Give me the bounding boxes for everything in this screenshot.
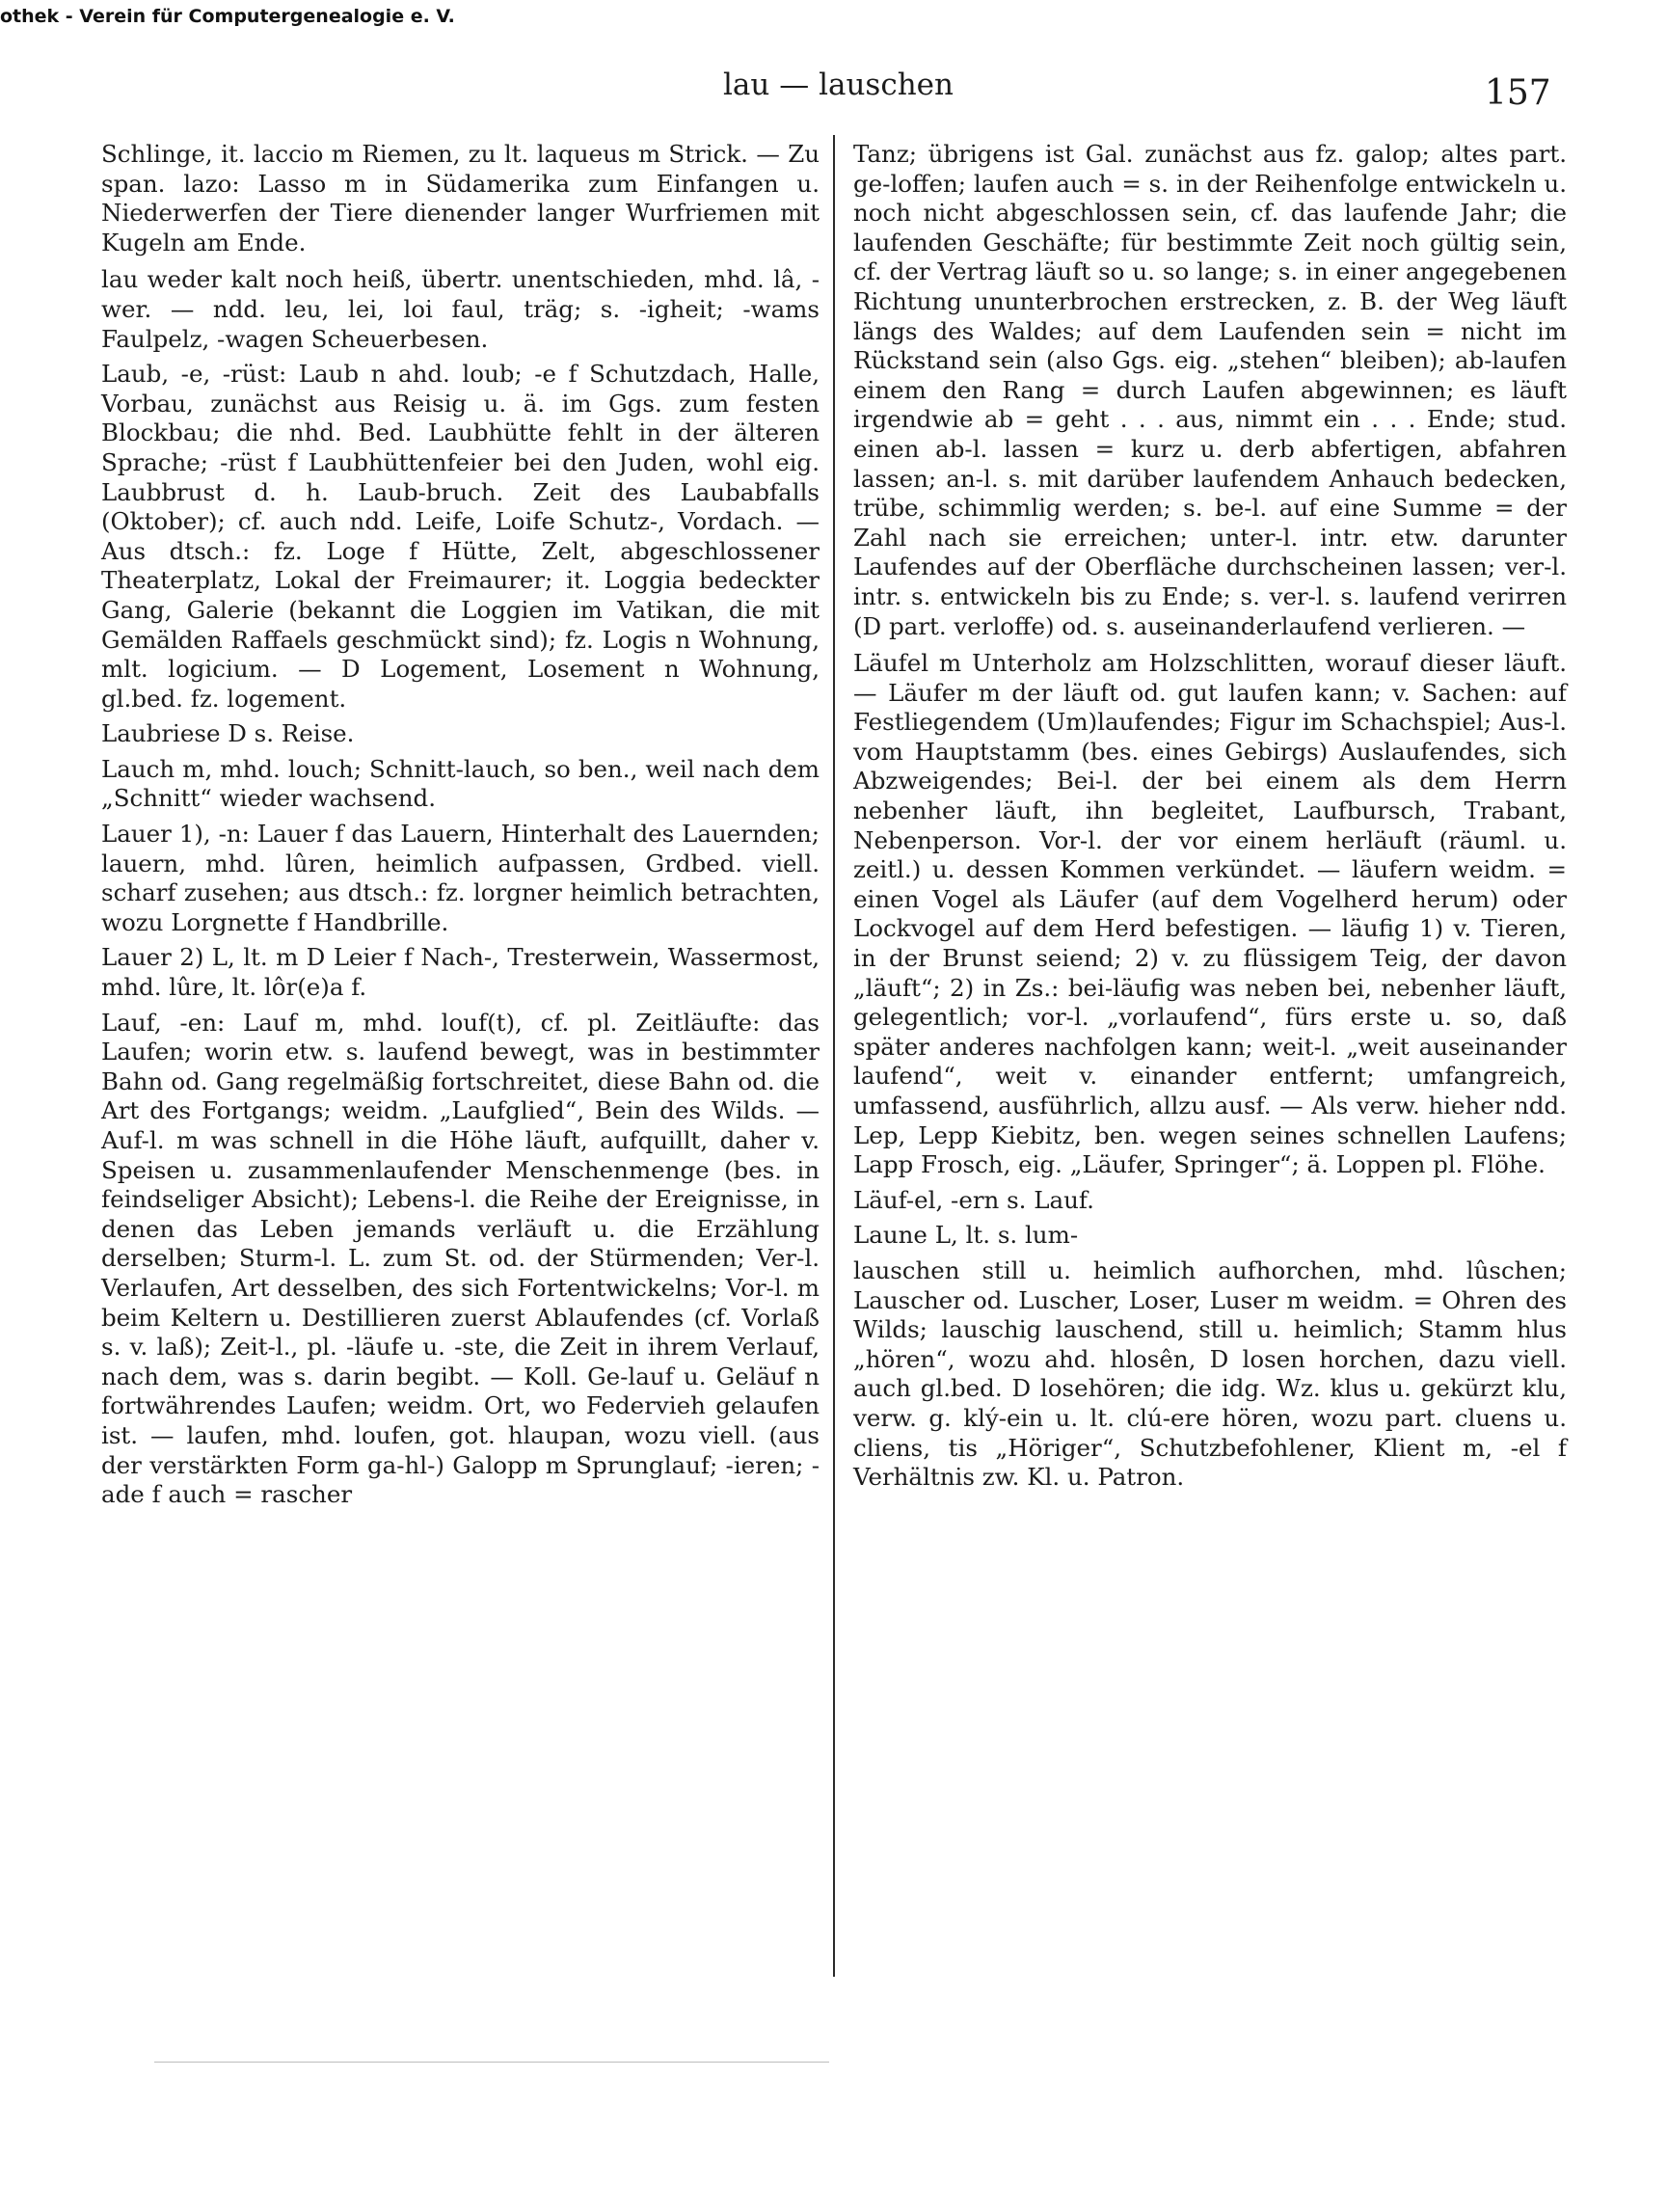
- right-column: [853, 140, 1567, 1498]
- bottom-rule: [154, 2062, 829, 2063]
- dictionary-entry: lauschen still u. heimlich aufhorchen, mhd. lûschen; Lauscher od. Luscher, Loser, Luser m weidm. = Ohren des Wilds; lauschig lauschend, still u. heimlich; Stamm hlus „hören“, wozu ahd. hlosên, D losen horchen, dazu viell. auch gl.bed. D losehören; die idg. Wz. klus u. gekürzt klu, verw. g. klý-ein u. lt. clú-ere hören, wozu part. cluens u. cliens, tis „Höriger“, Schutzbefohlener, Klient m, -el f Verhältnis zw. Kl. u. Patron.: [853, 1255, 1567, 1492]
- dictionary-entry: Läufel m Unterholz am Holzschlitten, worauf dieser läuft. — Läufer m der läuft od. gut laufen kann; v. Sachen: auf Festliegendem (Um)laufendes; Figur im Schachspiel; Aus-l. vom Hauptstamm (bes. eines Gebirgs) Auslaufendes, sich Abzweigendes; Bei-l. der bei einem als dem Herrn nebenher läuft, ihn begleitet, Laufbursch, Trabant, Nebenperson. Vor-l. der vor einem herläuft (räuml. u. zeitl.) u. dessen Kommen verkündet. — läufern weidm. = einen Vogel als Läufer (auf dem Vogelherd herum) oder Lockvogel auf dem Herd befestigen. — läufig 1) v. Tieren, in der Brunst seiend; 2) v. zu flüssigem Teig, der davon „läuft“; 2) in Zs.: bei-läufig was neben bei, nebenher läuft, gelegentlich; vor-l. „vorlaufend“, fürs erste u. so, daß später anderes nachfolgen kann; weit-l. „weit auseinander laufend“, weit v. einander entfernt; umfangreich, umfassend, ausführlich, allzu ausf. — Als verw. hieher ndd. Lep, Lepp Kiebitz, ben. wegen seines schnellen Laufens; Lapp Frosch, eig. „Läufer, Springer“; ä. Loppen pl. Flöhe.: [853, 649, 1567, 1179]
- dictionary-entry: Lauch m, mhd. louch; Schnitt-lauch, so ben., weil nach dem „Schnitt“ wieder wachsend.: [101, 754, 820, 813]
- dictionary-entry: lau weder kalt noch heiß, übertr. unentschieden, mhd. lâ, -wer. — ndd. leu, lei, loi faul, träg; s. -igheit; -wams Faulpelz, -wagen Scheuerbesen.: [101, 265, 820, 353]
- dictionary-entry: Schlinge, it. laccio m Riemen, zu lt. laqueus m Strick. — Zu span. lazo: Lasso m in Südamerika zum Einfangen u. Niederwerfen der Tiere dienender langer Wurfriemen mit Kugeln am Ende.: [101, 140, 820, 256]
- page-number: 157: [1485, 73, 1551, 113]
- left-column: [101, 140, 820, 1516]
- dictionary-entry: Laubriese D s. Reise.: [101, 719, 355, 748]
- dictionary-entry: Laune L, lt. s. lum-: [853, 1221, 1079, 1250]
- running-head: lau — lauschen: [723, 67, 954, 102]
- watermark: othek - Verein für Computergenealogie e. V.: [0, 6, 455, 27]
- dictionary-entry: Laub, -e, -rüst: Laub n ahd. loub; -e f Schutzdach, Halle, Vorbau, zunächst aus Reisig u. ä. im Ggs. zum festen Blockbau; die nhd. Bed. Laubhütte fehlt in der älteren Sprache; -rüst f Laubhüttenfeier bei den Juden, wohl eig. Laubbrust d. h. Laub-bruch. Zeit des Laubabfalls (Oktober); cf. auch ndd. Leife, Loife Schutz-, Vordach. — Aus dtsch.: fz. Loge f Hütte, Zelt, abgeschlossener Theaterplatz, Lokal der Freimaurer; it. Loggia bedeckter Gang, Galerie (bekannt die Loggien im Vatikan, die mit Gemälden Raffaels geschmückt sind); fz. Logis n Wohnung, mlt. logicium. — D Logement, Losement n Wohnung, gl.bed. fz. logement.: [101, 360, 820, 713]
- column-divider: [833, 135, 835, 1977]
- dictionary-entry: Lauer 2) L, lt. m D Leier f Nach-, Tresterwein, Wassermost, mhd. lûre, lt. lôr(e)a f.: [101, 943, 820, 1002]
- dictionary-entry: Lauer 1), -n: Lauer f das Lauern, Hinterhalt des Lauernden; lauern, mhd. lûren, heimlich aufpassen, Grdbed. viell. scharf zusehen; aus dtsch.: fz. lorgner heimlich betrachten, wozu Lorgnette f Handbrille.: [101, 820, 820, 936]
- dictionary-entry: Lauf, -en: Lauf m, mhd. louf(t), cf. pl. Zeitläufte: das Laufen; worin etw. s. laufend bewegt, was in bestimmter Bahn od. Gang regelmäßig fortschreitet, diese Bahn od. die Art des Fortgangs; weidm. „Laufglied“, Bein des Wilds. — Auf-l. m was schnell in die Höhe läuft, aufquillt, daher v. Speisen u. zusammenlaufender Menschenmenge (bes. in feindseliger Absicht); Lebens-l. die Reihe der Ereignisse, in denen das Leben jemands verläuft u. die Erzählung derselben; Sturm-l. L. zum St. od. der Stürmenden; Ver-l. Verlaufen, Art desselben, des sich Fortentwickelns; Vor-l. m beim Keltern u. Destillieren zuerst Ablaufendes (cf. Vorlaß s. v. laß); Zeit-l., pl. -läufe u. -ste, die Zeit in ihrem Verlauf, nach dem, was s. darin begibt. — Koll. Ge-lauf u. Geläuf n fortwährendes Laufen; weidm. Ort, wo Federvieh gelaufen ist. — laufen, mhd. loufen, got. hlaupan, wozu viell. (aus der verstärkten Form ga-hl-) Galopp m Sprunglauf; -ieren; -ade f auch = rascher: [101, 1008, 820, 1509]
- dictionary-entry: Läuf-el, -ern s. Lauf.: [853, 1185, 1094, 1214]
- dictionary-entry: Tanz; übrigens ist Gal. zunächst aus fz. galop; altes part. ge-loffen; laufen auch = s. in der Reihenfolge entwickeln u. noch nicht abgeschlossen sein, cf. das laufende Jahr; die laufenden Geschäfte; für bestimmte Zeit noch gültig sein, cf. der Vertrag läuft so u. so lange; s. in einer angegebenen Richtung ununterbrochen erstrecken, z. B. der Weg läuft längs des Waldes; auf dem Laufenden sein = nicht im Rückstand sein (also Ggs. eig. „stehen“ bleiben); ab-laufen einem den Rang = durch Laufen abgewinnen; es läuft irgendwie ab = geht . . . aus, nimmt ein . . . Ende; stud. einen ab-l. lassen = kurz u. derb abfertigen, abfahren lassen; an-l. s. mit darüber laufendem Anhauch bedecken, trübe, schimmlig werden; s. be-l. auf eine Summe = der Zahl nach sie erreichen; unter-l. intr. etw. darunter Laufendes auf der Oberfläche durchscheinen lassen; ver-l. intr. s. entwickeln bis zu Ende; s. ver-l. s. laufend verirren (D part. verloffe) od. s. auseinanderlaufend verlieren. —: [853, 140, 1567, 640]
